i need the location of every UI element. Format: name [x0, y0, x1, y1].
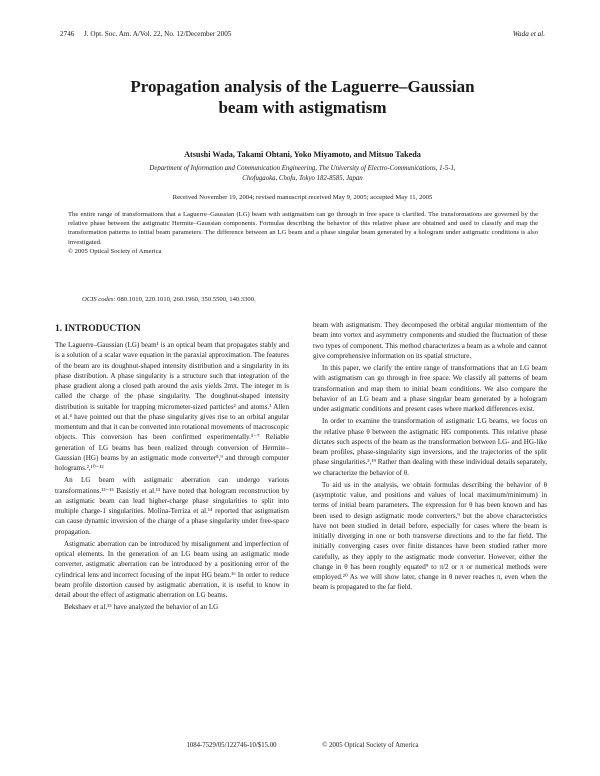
affiliation-line-2: Chofugaoka, Chofu, Tokyo 182-8585, Japan — [242, 175, 363, 182]
abstract — [68, 210, 538, 256]
footer-copyright: © 2005 Optical Society of America — [322, 742, 419, 749]
intro-paragraph-7: In order to examine the transformation of astigmatic LG beams, we focus on the relative phase θ between the astigmatic HG components. This relative phase dictates such aspects of the beam as the transformation between LG- and HG-like beam profiles, phase-singularity sign inversions, and the trajectories of the split phase singularities.³,¹⁹ Rather than dealing with these individual details separately, we characterize the behavior of θ. — [313, 417, 547, 477]
page-footer — [60, 742, 545, 749]
ocis-label: OCIS codes: — [82, 296, 116, 303]
intro-paragraph-4: Bekshaev et al.¹⁵ have analyzed the behavior of an LG — [64, 603, 219, 612]
received-dates: Received November 19, 2004; revised manuscript received May 9, 2005; accepted May 11, 2005 — [172, 194, 433, 201]
ocis-values: 080.1010, 220.1010, 260.1960, 350.5500, 140.3300. — [117, 296, 256, 303]
affiliation — [90, 164, 515, 184]
affiliation-line-1: Department of Information and Communication Engineering, The University of Electro-Communications, 1-5-1, — [149, 165, 456, 172]
intro-paragraph-2: An LG beam with astigmatic aberration can undergo various transformations.¹³⁻¹⁵ Basistiy et al.¹³ have noted that hologram reconstruction by an astigmatic beam can lead higher-charge phase singularities to split into multiple charge-1 singularities. Molina-Terriza et al.¹⁴ reported that astigmatism can cause dynamic inversion of the charge of a phase singularity under free-space propagation. — [55, 476, 289, 536]
author-list: Atsushi Wada, Takami Ohtani, Yoko Miyamoto, and Mitsuo Takeda — [184, 150, 421, 159]
intro-paragraph-1: The Laguerre–Gaussian (LG) beam¹ is an optical beam that propagates stably and is a solution of a scalar wave equation in the paraxial approximation. The features of the beam are its doughnut-shaped intensity distribution and a singularity in its phase distribution. A phase singularity is a structure such that integration of the phase gradient along a closed path around the axis yields 2mπ. The integer m is called the charge of the phase singularity. The doughnut-shaped intensity distribution is suitable for trapping micrometer-sized particles² and atoms.³ Allen et al.⁴ have pointed out that the phase singularity gives rise to an orbital angular momentum and that it can be converted into rotational movements of macroscopic objects. This conversion has been confirmed experimentally.⁵⁻⁷ Reliable generation of LG beams has been realized through conversion of Hermite–Gaussian (HG) beams by an astigmatic mode converter⁸,⁹ and through computer holograms.²,¹⁰⁻¹² — [55, 341, 289, 472]
abstract-copyright: © 2005 Optical Society of America — [68, 247, 162, 255]
title-line-1: Propagation analysis of the Laguerre–Gaussian — [130, 77, 475, 96]
right-column — [313, 320, 547, 595]
left-column — [55, 323, 289, 615]
footer-code: 1084-7529/05/122746-10/$15.00 — [186, 742, 277, 749]
article-title — [60, 76, 545, 118]
intro-paragraph-3: Astigmatic aberration can be introduced by misalignment and imperfection of optical elements. In the generation of an LG beam using an astigmatic mode converter, astigmatic aberration can be introduced by a positioning error of the cylindrical lens and incorrect focusing of the input HG beam.¹⁶ In order to reduce beam profile distortion caused by astigmatic aberration, it is useful to know in detail about the effect of astigmatic aberration on LG beams. — [55, 539, 289, 599]
page-number: 2746 — [60, 30, 75, 38]
intro-paragraph-6: In this paper, we clarify the entire range of transformations that an LG beam with astigmatism can go through in free space. We classify all patterns of beam transformation and map them to initial beam conditions. We also compare the behavior of an LG beam and a phase singular beam generated by a hologram under astigmatic conditions and present cases where marked differences exist. — [313, 364, 547, 413]
intro-paragraph-8: To aid us in the analysis, we obtain formulas describing the behavior of θ (asymptotic value, and positions and values of local maximum/minimum) in terms of initial beam parameters. The expression for θ has been known and has been used to design astigmatic mode converters,⁹ but the above characteristics have not been studied in detail before, especially for cases where the beam is initially diverging in one or both transverse directions and to the far field. The initially converging cases over finite distances have been studied rather more carefully, as they apply to the astigmatic mode converter. However, either the change in θ has been roughly equated⁹ to π/2 or π or numerical methods were employed.²⁰ As we will show later, change in θ never reaches π, even when the beam is propagated to the far field. — [313, 480, 547, 592]
abstract-text: The entire range of transformations that a Laguerre–Gaussian (LG) beam with astigmatism can go through in free space is clarified. The transformations are governed by the relative phase between the astigmatic Hermite–Gaussian components. Formulas describing the behavior of this relative phase are obtained and used to classify and map the transformation patterns to initial beam parameters. The difference between an LG beam and a phase singular beam generated by a hologram under astigmatic conditions is also investigated. — [68, 211, 538, 246]
ocis-codes — [82, 296, 522, 303]
journal-citation: J. Opt. Soc. Am. A/Vol. 22, No. 12/December 2005 — [84, 30, 232, 38]
running-author: Wada et al. — [512, 30, 545, 38]
title-line-2: beam with astigmatism — [218, 98, 387, 117]
section-heading: 1. INTRODUCTION — [55, 324, 141, 334]
intro-paragraph-5: beam with astigmatism. They decomposed the orbital angular momentum of the beam into vortex and asymmetry components and studied the fluctuation of these two types of component. This method characterizes a beam as a whole and cannot give comprehensive information on its spatial structure. — [313, 321, 547, 360]
